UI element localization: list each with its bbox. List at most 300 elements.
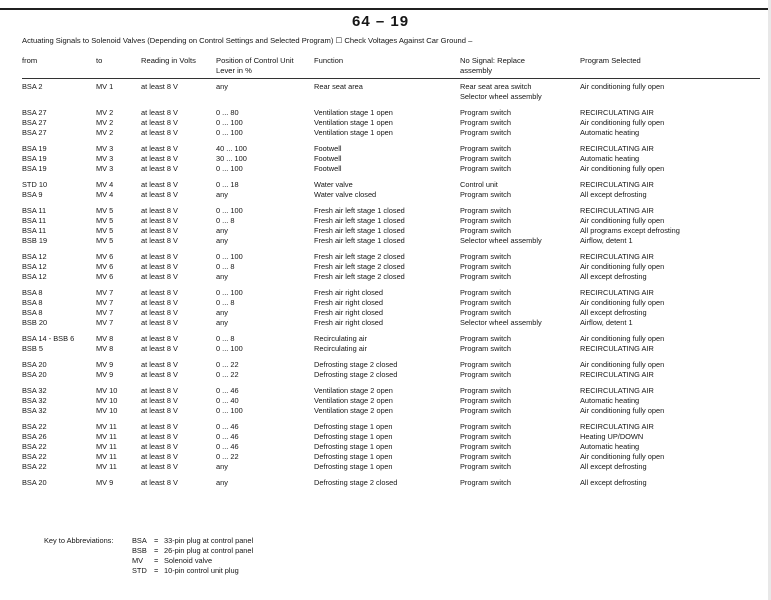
cell-line: RECIRCULATING AIR: [580, 144, 654, 153]
header-to: to: [96, 56, 103, 65]
key-text: Solenoid valve: [164, 556, 213, 565]
cell-line: Ventilation stage 2 open: [314, 406, 393, 415]
cell-line: BSA 12: [22, 252, 47, 261]
table-row-group: [0, 180, 771, 202]
key-abbr: MV: [132, 556, 144, 565]
cell-line: Control unit: [460, 180, 498, 189]
cell-from: [22, 360, 47, 380]
cell-line: 0 ... 100: [216, 206, 243, 215]
cell-line: at least 8 V: [141, 442, 178, 451]
table-row-group: [0, 206, 771, 248]
cell-line: at least 8 V: [141, 432, 178, 441]
cell-line: Program switch: [460, 298, 511, 307]
cell-line: at least 8 V: [141, 216, 178, 225]
cell-line: MV 10: [96, 396, 118, 405]
cell-line: MV 11: [96, 422, 117, 431]
cell-line: Defrosting stage 1 open: [314, 432, 393, 441]
cell-line: Program switch: [460, 334, 511, 343]
cell-line: BSA 20: [22, 478, 47, 487]
header-function: Function: [314, 56, 344, 65]
cell-position: [216, 108, 243, 138]
cell-line: Fresh air left stage 2 closed: [314, 252, 405, 261]
cell-line: BSA 8: [22, 308, 43, 317]
top-rule: [0, 8, 771, 10]
cell-line: BSA 22: [22, 452, 47, 461]
cell-line: MV 8: [96, 334, 114, 343]
cell-line: BSA 22: [22, 422, 47, 431]
cell-line: 0 ... 22: [216, 452, 239, 461]
header-from: from: [22, 56, 38, 65]
cell-line: Air conditioning fully open: [580, 82, 665, 91]
cell-line: All except defrosting: [580, 478, 647, 487]
cell-line: MV 7: [96, 308, 114, 317]
cell-line: at least 8 V: [141, 344, 178, 353]
cell-line: at least 8 V: [141, 406, 178, 415]
table-row-group: [0, 252, 771, 284]
cell-line: at least 8 V: [141, 226, 178, 235]
cell-reading: [141, 82, 178, 92]
cell-line: BSA 32: [22, 386, 47, 395]
cell-no-signal: [460, 180, 511, 200]
key-item: [132, 546, 253, 556]
cell-line: at least 8 V: [141, 144, 178, 153]
cell-line: any: [216, 462, 228, 471]
cell-line: 0 ... 22: [216, 370, 239, 379]
cell-line: any: [216, 82, 228, 91]
cell-line: Program switch: [460, 442, 511, 451]
cell-to: [96, 422, 117, 472]
key-text: 10-pin control unit plug: [164, 566, 239, 575]
key-text: 26-pin plug at control panel: [164, 546, 254, 555]
cell-line: Program switch: [460, 386, 511, 395]
cell-line: MV 11: [96, 462, 117, 471]
cell-line: at least 8 V: [141, 288, 178, 297]
cell-line: MV 5: [96, 236, 114, 245]
cell-line: at least 8 V: [141, 370, 178, 379]
cell-function: [314, 206, 405, 246]
cell-line: 0 ... 8: [216, 334, 235, 343]
cell-line: RECIRCULATING AIR: [580, 180, 654, 189]
cell-line: Air conditioning fully open: [580, 360, 665, 369]
cell-line: MV 5: [96, 206, 114, 215]
cell-no-signal: [460, 478, 511, 488]
cell-reading: [141, 360, 178, 380]
cell-line: MV 9: [96, 478, 114, 487]
cell-no-signal: [460, 288, 542, 328]
cell-line: MV 5: [96, 226, 114, 235]
cell-line: MV 6: [96, 262, 114, 271]
cell-function: [314, 82, 363, 92]
cell-to: [96, 108, 113, 138]
cell-position: [216, 422, 239, 472]
cell-line: RECIRCULATING AIR: [580, 252, 654, 261]
cell-function: [314, 180, 376, 200]
cell-line: at least 8 V: [141, 128, 178, 137]
header-no-signal: No Signal: Replace assembly: [460, 56, 526, 75]
cell-line: at least 8 V: [141, 180, 178, 189]
cell-reading: [141, 252, 178, 282]
key-abbr: STD: [132, 566, 147, 575]
cell-to: [96, 288, 113, 328]
cell-to: [96, 334, 113, 354]
section-heading: Actuating Signals to Solenoid Valves (Depending on Control Settings and Selected Program) ☐ Check Voltages Against Car Ground –: [22, 36, 473, 45]
table-row-group: [0, 360, 771, 382]
key-item: [132, 556, 253, 566]
cell-to: [96, 206, 113, 246]
cell-from: [22, 144, 47, 174]
cell-to: [96, 386, 117, 416]
cell-line: at least 8 V: [141, 318, 178, 327]
cell-line: 0 ... 100: [216, 164, 243, 173]
cell-line: BSA 32: [22, 406, 47, 415]
cell-line: MV 4: [96, 180, 114, 189]
cell-line: Program switch: [460, 128, 511, 137]
cell-line: at least 8 V: [141, 190, 178, 199]
key-list: [132, 536, 253, 576]
cell-position: [216, 360, 239, 380]
cell-from: [22, 386, 47, 416]
cell-line: BSA 8: [22, 288, 43, 297]
cell-line: BSA 22: [22, 462, 47, 471]
cell-position: [216, 144, 247, 174]
cell-line: Recirculating air: [314, 344, 367, 353]
cell-line: Program switch: [460, 272, 511, 281]
cell-position: [216, 288, 243, 328]
cell-reading: [141, 108, 178, 138]
cell-position: [216, 180, 239, 200]
cell-from: [22, 422, 47, 472]
cell-line: Air conditioning fully open: [580, 216, 665, 225]
cell-line: Air conditioning fully open: [580, 334, 665, 343]
cell-line: MV 3: [96, 154, 114, 163]
cell-line: Fresh air left stage 2 closed: [314, 262, 405, 271]
header-program: Program Selected: [580, 56, 641, 65]
cell-line: any: [216, 226, 228, 235]
cell-line: Program switch: [460, 164, 511, 173]
cell-line: 30 ... 100: [216, 154, 247, 163]
cell-line: at least 8 V: [141, 308, 178, 317]
cell-no-signal: [460, 360, 511, 380]
cell-line: STD 10: [22, 180, 48, 189]
cell-line: any: [216, 478, 228, 487]
cell-line: RECIRCULATING AIR: [580, 370, 654, 379]
key-item: [132, 536, 253, 546]
cell-line: Defrosting stage 2 closed: [314, 370, 398, 379]
cell-line: Program switch: [460, 422, 511, 431]
cell-line: MV 3: [96, 164, 114, 173]
cell-line: BSA 8: [22, 298, 43, 307]
header-rule: [22, 78, 760, 79]
cell-line: Air conditioning fully open: [580, 164, 665, 173]
cell-line: 0 ... 100: [216, 406, 243, 415]
cell-line: Air conditioning fully open: [580, 406, 665, 415]
cell-line: 0 ... 46: [216, 442, 239, 451]
cell-line: 0 ... 100: [216, 288, 243, 297]
cell-line: Program switch: [460, 462, 511, 471]
cell-line: BSA 22: [22, 442, 47, 451]
cell-from: [22, 82, 43, 92]
signal-table: [0, 82, 771, 494]
cell-line: MV 5: [96, 216, 114, 225]
cell-line: Automatic heating: [580, 154, 640, 163]
cell-function: [314, 108, 393, 138]
cell-from: [22, 334, 74, 354]
cell-line: at least 8 V: [141, 360, 178, 369]
cell-line: 0 ... 8: [216, 298, 235, 307]
cell-line: Defrosting stage 2 closed: [314, 360, 398, 369]
cell-to: [96, 360, 113, 380]
cell-line: 0 ... 40: [216, 396, 239, 405]
cell-line: BSA 26: [22, 432, 47, 441]
cell-line: Program switch: [460, 154, 511, 163]
cell-line: MV 8: [96, 344, 114, 353]
cell-position: [216, 386, 243, 416]
cell-program: [580, 252, 664, 282]
cell-line: All except defrosting: [580, 272, 647, 281]
cell-function: [314, 478, 397, 488]
cell-line: Rear seat area: [314, 82, 363, 91]
cell-program: [580, 206, 680, 246]
cell-program: [580, 422, 664, 472]
cell-line: Program switch: [460, 226, 511, 235]
cell-line: BSA 27: [22, 108, 47, 117]
header-reading: Reading in Volts: [141, 56, 196, 65]
cell-line: any: [216, 236, 228, 245]
cell-from: [22, 288, 47, 328]
cell-line: at least 8 V: [141, 154, 178, 163]
cell-to: [96, 252, 113, 282]
cell-function: [314, 386, 393, 416]
cell-line: BSA 11: [22, 206, 47, 215]
cell-line: Defrosting stage 1 open: [314, 462, 393, 471]
cell-line: Program switch: [460, 396, 511, 405]
cell-line: Ventilation stage 2 open: [314, 386, 393, 395]
cell-line: MV 3: [96, 144, 114, 153]
cell-line: Fresh air left stage 2 closed: [314, 272, 405, 281]
cell-no-signal: [460, 334, 511, 354]
cell-line: RECIRCULATING AIR: [580, 206, 654, 215]
cell-line: Automatic heating: [580, 396, 640, 405]
key-text: 33-pin plug at control panel: [164, 536, 254, 545]
cell-line: 0 ... 46: [216, 386, 239, 395]
cell-line: Defrosting stage 1 open: [314, 442, 393, 451]
cell-line: at least 8 V: [141, 236, 178, 245]
cell-from: [22, 206, 47, 246]
cell-function: [314, 288, 383, 328]
cell-line: Defrosting stage 1 open: [314, 452, 393, 461]
cell-program: [580, 82, 664, 92]
cell-line: BSA 32: [22, 396, 47, 405]
cell-line: Program switch: [460, 370, 511, 379]
cell-no-signal: [460, 144, 511, 174]
cell-no-signal: [460, 108, 511, 138]
cell-line: Automatic heating: [580, 128, 640, 137]
cell-program: [580, 360, 664, 380]
cell-line: at least 8 V: [141, 386, 178, 395]
table-row-group: [0, 386, 771, 418]
cell-line: 0 ... 80: [216, 108, 239, 117]
cell-line: BSA 20: [22, 370, 47, 379]
cell-line: BSA 11: [22, 226, 47, 235]
cell-line: BSA 11: [22, 216, 47, 225]
cell-line: Program switch: [460, 216, 511, 225]
cell-line: BSA 19: [22, 144, 47, 153]
cell-line: 0 ... 8: [216, 262, 235, 271]
cell-line: Selector wheel assembly: [460, 92, 542, 101]
cell-line: Fresh air left stage 1 closed: [314, 216, 405, 225]
cell-line: MV 9: [96, 370, 114, 379]
key-abbr: BSB: [132, 546, 147, 555]
cell-line: MV 7: [96, 318, 114, 327]
cell-line: Fresh air left stage 1 closed: [314, 236, 405, 245]
cell-function: [314, 144, 342, 174]
key-label: Key to Abbreviations:: [44, 536, 114, 545]
cell-function: [314, 360, 397, 380]
cell-reading: [141, 180, 178, 200]
cell-line: at least 8 V: [141, 452, 178, 461]
cell-line: Program switch: [460, 406, 511, 415]
cell-line: any: [216, 318, 228, 327]
cell-program: [580, 478, 647, 488]
cell-line: Program switch: [460, 144, 511, 153]
cell-line: at least 8 V: [141, 396, 178, 405]
cell-line: 0 ... 100: [216, 128, 243, 137]
header-position: Position of Control Unit Lever in %: [216, 56, 294, 75]
cell-from: [22, 180, 47, 200]
cell-line: at least 8 V: [141, 478, 178, 487]
cell-line: Program switch: [460, 452, 511, 461]
cell-program: [580, 144, 664, 174]
cell-line: Rear seat area switch: [460, 82, 532, 91]
cell-line: Fresh air right closed: [314, 288, 384, 297]
cell-no-signal: [460, 386, 511, 416]
cell-from: [22, 478, 47, 488]
cell-program: [580, 334, 664, 354]
cell-line: at least 8 V: [141, 462, 178, 471]
cell-line: Fresh air right closed: [314, 308, 384, 317]
cell-line: Program switch: [460, 118, 511, 127]
cell-line: All except defrosting: [580, 462, 647, 471]
cell-reading: [141, 478, 178, 488]
key-eq: =: [154, 556, 159, 565]
cell-line: Footwell: [314, 144, 342, 153]
cell-to: [96, 82, 113, 92]
cell-line: MV 7: [96, 298, 114, 307]
key-item: [132, 566, 253, 576]
cell-to: [96, 478, 113, 488]
cell-line: RECIRCULATING AIR: [580, 344, 654, 353]
cell-line: Program switch: [460, 360, 511, 369]
cell-program: [580, 288, 664, 328]
cell-line: Airflow, detent 1: [580, 236, 633, 245]
cell-line: Air conditioning fully open: [580, 298, 665, 307]
cell-line: 0 ... 8: [216, 216, 235, 225]
cell-line: 0 ... 18: [216, 180, 239, 189]
cell-line: MV 9: [96, 360, 114, 369]
cell-line: at least 8 V: [141, 164, 178, 173]
cell-line: MV 10: [96, 406, 118, 415]
cell-line: at least 8 V: [141, 272, 178, 281]
cell-line: 40 ... 100: [216, 144, 247, 153]
cell-line: All except defrosting: [580, 308, 647, 317]
cell-line: MV 11: [96, 442, 117, 451]
cell-line: MV 2: [96, 118, 114, 127]
cell-line: Ventilation stage 1 open: [314, 108, 393, 117]
cell-no-signal: [460, 82, 542, 102]
cell-position: [216, 478, 228, 488]
key-abbr: BSA: [132, 536, 147, 545]
cell-from: [22, 108, 47, 138]
cell-line: Water valve: [314, 180, 353, 189]
cell-to: [96, 144, 113, 174]
cell-line: at least 8 V: [141, 82, 178, 91]
cell-line: Program switch: [460, 252, 511, 261]
cell-line: BSB 5: [22, 344, 43, 353]
table-row-group: [0, 82, 771, 104]
cell-line: Program switch: [460, 308, 511, 317]
cell-no-signal: [460, 422, 511, 472]
cell-line: Airflow, detent 1: [580, 318, 633, 327]
cell-line: Air conditioning fully open: [580, 262, 665, 271]
cell-line: RECIRCULATING AIR: [580, 288, 654, 297]
table-row-group: [0, 334, 771, 356]
cell-line: Air conditioning fully open: [580, 118, 665, 127]
cell-line: BSA 19: [22, 164, 47, 173]
cell-line: Program switch: [460, 288, 511, 297]
cell-line: any: [216, 190, 228, 199]
cell-line: 0 ... 100: [216, 344, 243, 353]
cell-line: Defrosting stage 1 open: [314, 422, 393, 431]
cell-position: [216, 334, 243, 354]
cell-line: MV 11: [96, 432, 117, 441]
cell-line: MV 6: [96, 272, 114, 281]
cell-line: Water valve closed: [314, 190, 377, 199]
cell-line: Program switch: [460, 262, 511, 271]
cell-line: BSA 2: [22, 82, 43, 91]
cell-reading: [141, 206, 178, 246]
cell-line: Fresh air left stage 1 closed: [314, 206, 405, 215]
cell-line: MV 2: [96, 108, 114, 117]
key-eq: =: [154, 566, 159, 575]
cell-line: Automatic heating: [580, 442, 640, 451]
cell-line: 0 ... 100: [216, 252, 243, 261]
cell-function: [314, 422, 392, 472]
cell-function: [314, 334, 367, 354]
cell-line: MV 7: [96, 288, 114, 297]
cell-line: MV 1: [96, 82, 114, 91]
cell-line: Program switch: [460, 108, 511, 117]
cell-line: BSA 20: [22, 360, 47, 369]
cell-line: Footwell: [314, 164, 342, 173]
cell-line: at least 8 V: [141, 118, 178, 127]
cell-line: BSA 12: [22, 262, 47, 271]
cell-reading: [141, 386, 178, 416]
cell-program: [580, 180, 654, 200]
cell-line: Heating UP/DOWN: [580, 432, 644, 441]
cell-position: [216, 252, 243, 282]
table-row-group: [0, 422, 771, 474]
cell-position: [216, 82, 228, 92]
cell-line: BSA 27: [22, 128, 47, 137]
cell-line: BSA 27: [22, 118, 47, 127]
cell-line: Program switch: [460, 478, 511, 487]
cell-program: [580, 108, 664, 138]
cell-line: All programs except defrosting: [580, 226, 680, 235]
cell-line: Footwell: [314, 154, 342, 163]
cell-line: 0 ... 46: [216, 422, 239, 431]
cell-no-signal: [460, 252, 511, 282]
cell-line: Air conditioning fully open: [580, 452, 665, 461]
